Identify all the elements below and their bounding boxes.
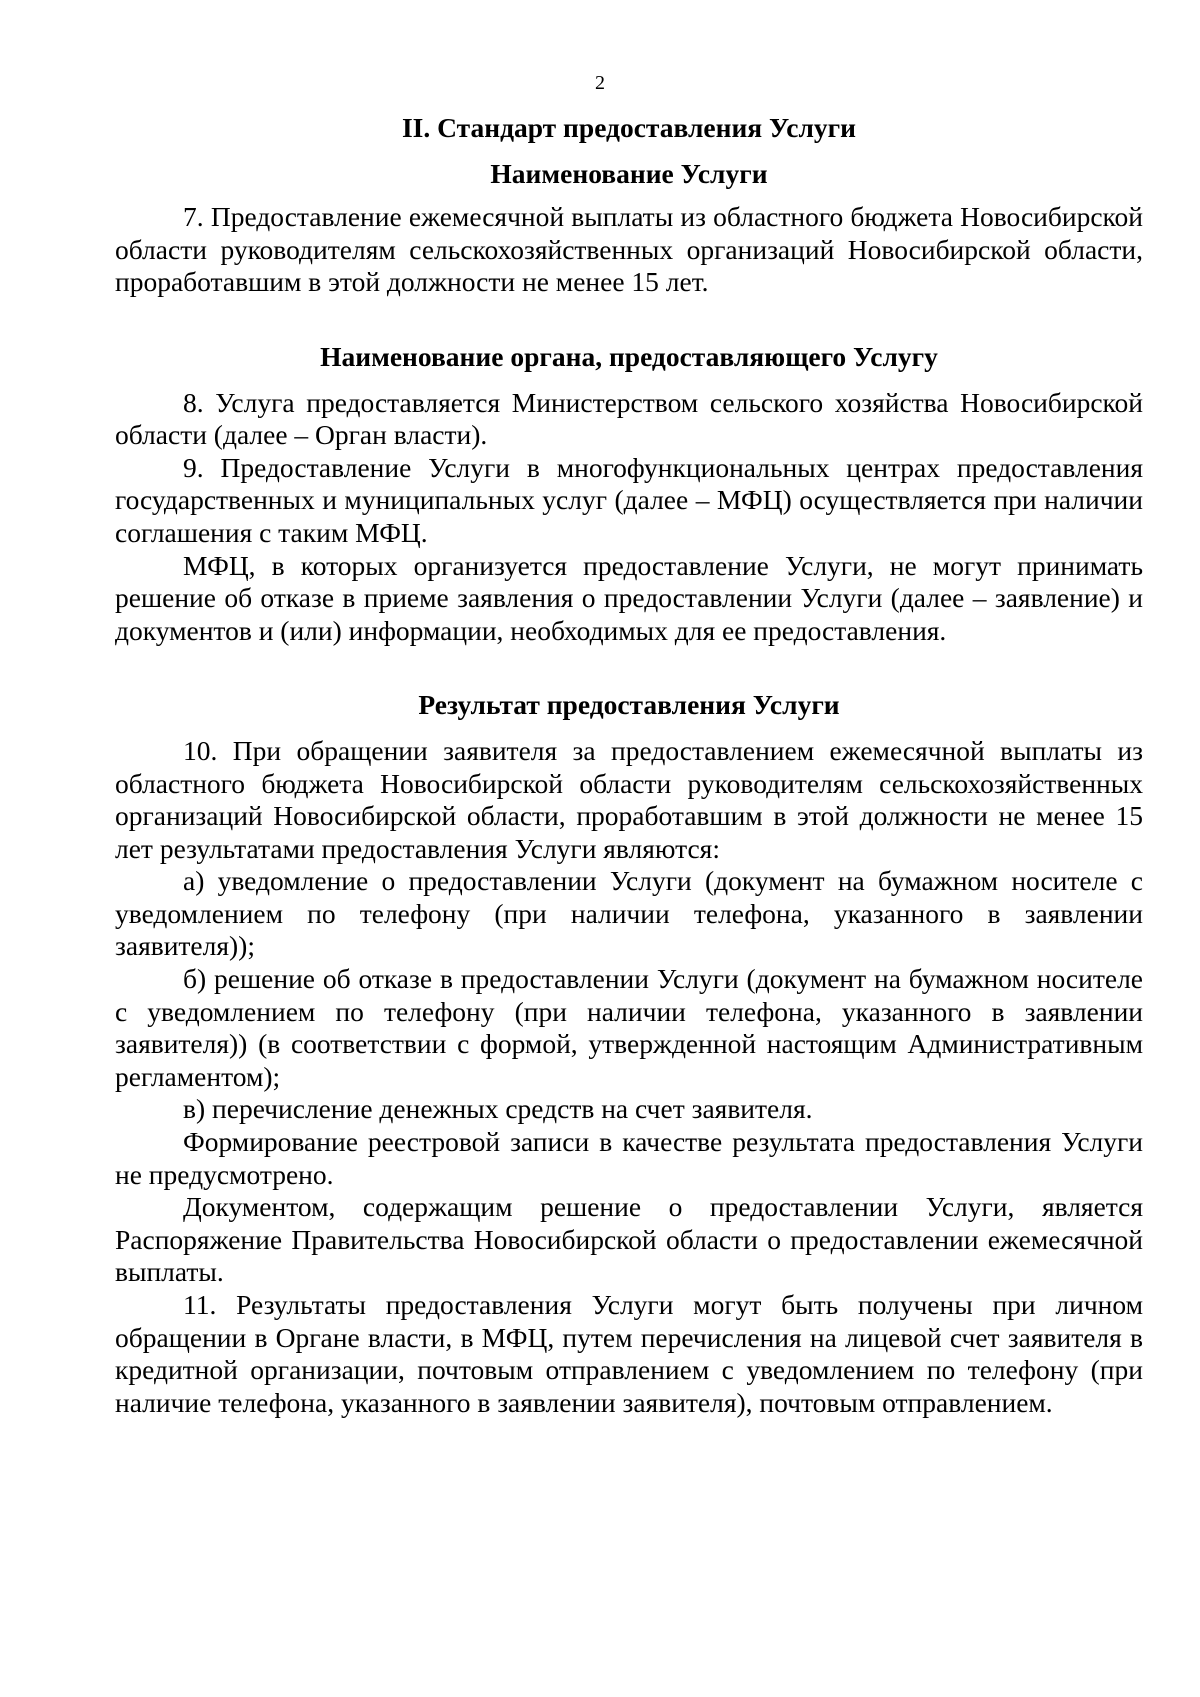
document-body [115,112,1143,1419]
paragraph-8: 8. Услуга предоставляется Министерством сельского хозяйства Новосибирской области (далее – Орган власти). [115,386,1143,451]
paragraph-10-a: а) уведомление о предоставлении Услуги (документ на бумажном носителе с уведомлением по телефону (при наличии телефона, указанного в заявлении заявителя)); [115,865,1143,962]
paragraph-registry: Формирование реестровой записи в качестве результата предоставления Услуги не предусмотрено. [115,1126,1143,1190]
paragraph-10-b: б) решение об отказе в предоставлении Услуги (документ на бумажном носителе с уведомлением по телефону (при наличии телефона, указанного в заявлении заявителя)) (в соответствии с формой, утвержденной настоящим Административным регламентом); [115,963,1143,1092]
paragraph-mfc: МФЦ, в которых организуется предоставление Услуги, не могут принимать решение об отказе в приеме заявления о предоставлении Услуги (далее – заявление) и документов и (или) информации, необходимых для ее предоставления. [115,549,1143,646]
heading-service-name: Наименование Услуги [490,157,768,189]
paragraph-11: 11. Результаты предоставления Услуги могут быть получены при личном обращении в Органе власти, в МФЦ, путем перечисления на лицевой счет заявителя в кредитной организации, почтовым отправлением с уведомлением по телефону (при наличие телефона, указанного в заявлении заявителя), почтовым отправлением. [115,1289,1143,1418]
heading-authority: Наименование органа, предоставляющего Услугу [320,340,938,372]
paragraph-7: 7. Предоставление ежемесячной выплаты из областного бюджета Новосибирской области руководителям сельскохозяйственных организаций Новосибирской области, проработавшим в этой должности не менее 15 лет. [115,201,1143,298]
paragraph-10: 10. При обращении заявителя за предоставлением ежемесячной выплаты из областного бюджета Новосибирской области руководителям сельскохозяйственных организаций Новосибирской области, проработавшим в этой должности не менее 15 лет результатами предоставления Услуги являются: [115,734,1143,864]
paragraph-9: 9. Предоставление Услуги в многофункциональных центрах предоставления государственных и муниципальных услуг (далее – МФЦ) осуществляется при наличии соглашения с таким МФЦ. [115,451,1143,548]
paragraph-10-v: в) перечисление денежных средств на счет заявителя. [183,1093,813,1125]
section-title: II. Стандарт предоставления Услуги [401,112,856,143]
paragraph-decision-document: Документом, содержащим решение о предоставлении Услуги, является Распоряжение Правительства Новосибирской области о предоставлении ежемесячной выплаты. [115,1191,1143,1288]
heading-result: Результат предоставления Услуги [418,689,840,721]
page-number: 2 [595,72,605,94]
